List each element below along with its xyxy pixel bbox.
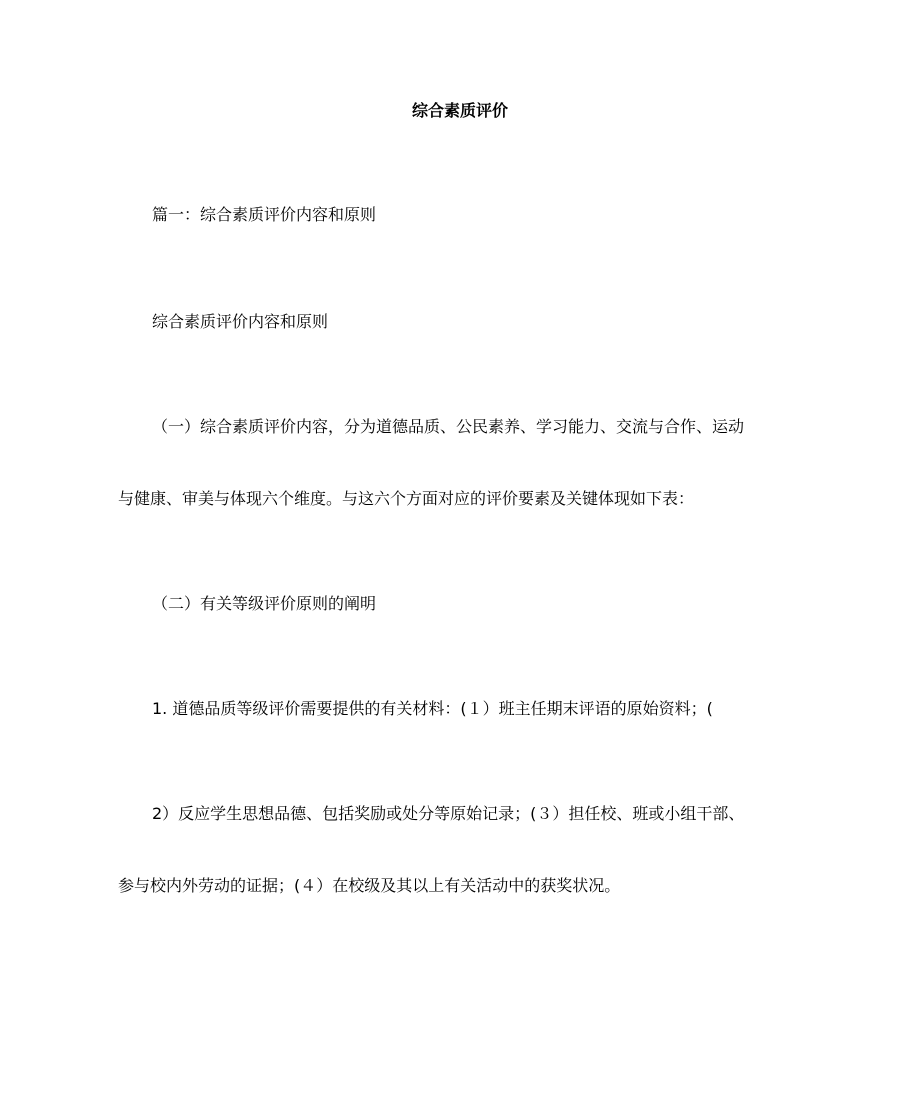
section-heading: 篇一：综合素质评价内容和原则	[152, 205, 377, 224]
paragraph-line: （一）综合素质评价内容，分为道德品质、公民素养、学习能力、交流与合作、运动	[152, 417, 745, 436]
subheading: 综合素质评价内容和原则	[152, 312, 329, 331]
paragraph-line: 参与校内外劳动的证据；(４）在校级及其以上有关活动中的获奖状况。	[118, 876, 621, 895]
paragraph-line: 与健康、审美与体现六个维度。与这六个方面对应的评价要素及关键体现如下表：	[118, 489, 695, 508]
paragraph-line: （二）有关等级评价原则的阐明	[152, 594, 377, 613]
paragraph-line: 1. 道德品质等级评价需要提供的有关材料：(１）班主任期末评语的原始资料；(	[152, 699, 713, 718]
paragraph-line: 2）反应学生思想品德、包括奖励或处分等原始记录；(３）担任校、班或小组干部、	[152, 804, 745, 823]
document-title: 综合素质评价	[411, 101, 508, 120]
